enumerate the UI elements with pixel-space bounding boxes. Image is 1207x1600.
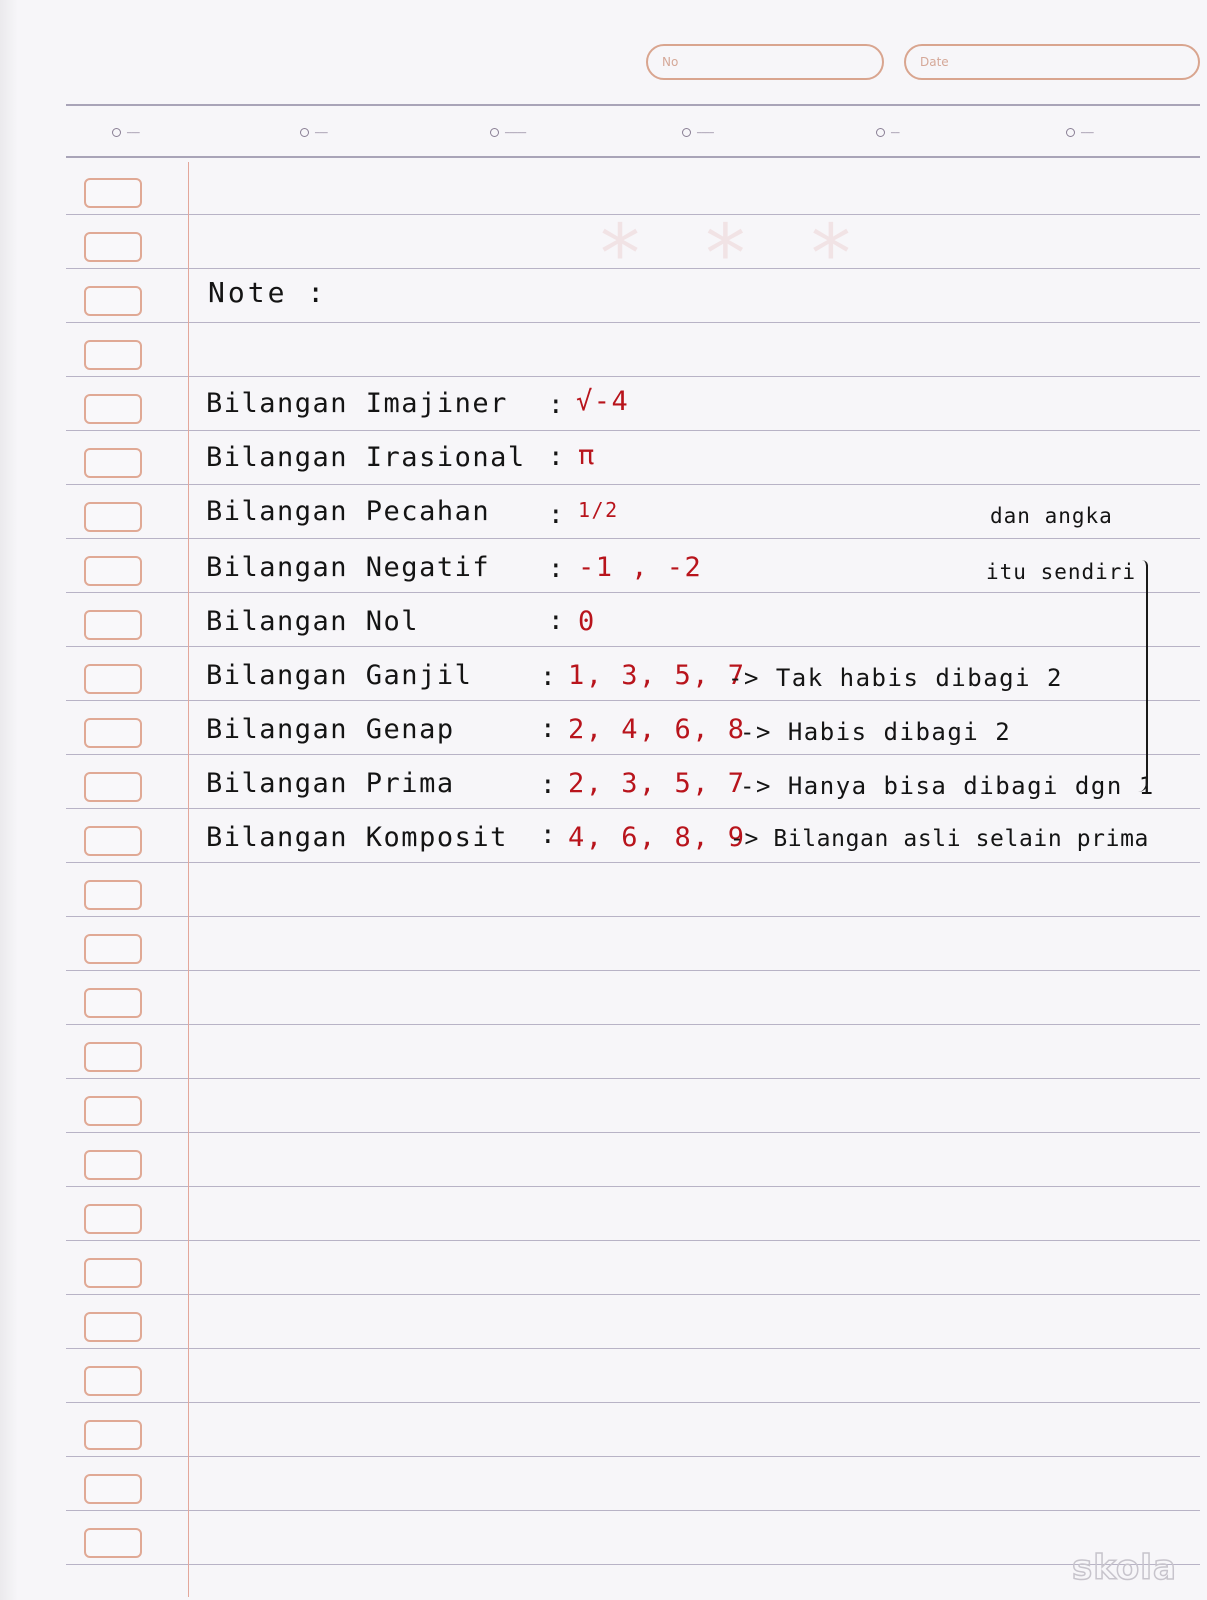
- bracket: [1128, 560, 1148, 792]
- ruled-line: [66, 104, 1200, 106]
- ruled-line: [66, 1294, 1200, 1295]
- side-note-line: dan angka: [990, 504, 1113, 528]
- ruled-line: [66, 916, 1200, 917]
- entry-comment: -> Habis dibagi 2: [740, 718, 1012, 746]
- entry-value: 0: [578, 606, 596, 637]
- entry-colon: :: [540, 714, 556, 744]
- checkbox[interactable]: [84, 880, 142, 910]
- entry-label: Bilangan Ganjil: [206, 660, 473, 691]
- checkbox[interactable]: [84, 1474, 142, 1504]
- checkbox[interactable]: [84, 502, 142, 532]
- ruled-line: [66, 1456, 1200, 1457]
- entry-colon: :: [548, 390, 564, 420]
- entry-label: Bilangan Irasional: [206, 442, 526, 473]
- entry-colon: :: [548, 500, 564, 530]
- ruled-line: [66, 970, 1200, 971]
- ruled-line: [66, 700, 1200, 701]
- checkbox[interactable]: [84, 1420, 142, 1450]
- bleed-through-marks: ⁎ ⁎ ⁎: [600, 182, 871, 275]
- entry-label: Bilangan Prima: [206, 768, 455, 799]
- checkbox[interactable]: [84, 772, 142, 802]
- entry-comment: -> Hanya bisa dibagi dgn 1: [740, 772, 1155, 800]
- entry-label: Bilangan Nol: [206, 606, 420, 637]
- checkbox[interactable]: [84, 232, 142, 262]
- number-field-label: No: [662, 55, 679, 69]
- ruled-line: [66, 1132, 1200, 1133]
- checkbox[interactable]: [84, 934, 142, 964]
- checkbox[interactable]: [84, 1312, 142, 1342]
- ruled-line: [66, 592, 1200, 593]
- checkbox[interactable]: [84, 1366, 142, 1396]
- ruled-line: [66, 214, 1200, 215]
- ruled-line: [66, 1240, 1200, 1241]
- watermark-logo: skola: [1072, 1548, 1177, 1588]
- checkbox[interactable]: [84, 1096, 142, 1126]
- checkbox[interactable]: [84, 1528, 142, 1558]
- weekday-marker: ━━━: [1066, 128, 1094, 137]
- entry-value: -1 , -2: [578, 552, 703, 583]
- ruled-line: [66, 808, 1200, 809]
- entry-colon: :: [540, 662, 556, 692]
- entry-colon: :: [540, 770, 556, 800]
- entry-value: √-4: [576, 386, 630, 417]
- checkbox[interactable]: [84, 286, 142, 316]
- ruled-line: [66, 268, 1200, 269]
- entry-label: Bilangan Pecahan: [206, 496, 491, 527]
- ruled-line: [66, 538, 1200, 539]
- checkbox[interactable]: [84, 178, 142, 208]
- entry-label: Bilangan Imajiner: [206, 388, 508, 419]
- entry-value: 1, 3, 5, 7: [568, 660, 746, 691]
- weekday-marker: ━━━━: [682, 128, 714, 137]
- checkbox[interactable]: [84, 610, 142, 640]
- checkbox[interactable]: [84, 340, 142, 370]
- checkbox[interactable]: [84, 718, 142, 748]
- number-field: [646, 44, 884, 80]
- ruled-line: [66, 646, 1200, 647]
- entry-value: 2, 3, 5, 7: [568, 768, 746, 799]
- entry-colon: :: [548, 442, 564, 472]
- ruled-line: [66, 862, 1200, 863]
- note-title: Note :: [208, 276, 328, 309]
- entry-label: Bilangan Negatif: [206, 552, 491, 583]
- ruled-line: [66, 1186, 1200, 1187]
- weekday-marker: ━━━: [112, 128, 140, 137]
- entry-comment: -> Tak habis dibagi 2: [728, 664, 1063, 692]
- ruled-line: [66, 1564, 1200, 1565]
- ruled-line: [66, 156, 1200, 158]
- entry-colon: :: [540, 820, 556, 850]
- checkbox[interactable]: [84, 394, 142, 424]
- ruled-line: [66, 484, 1200, 485]
- checkbox[interactable]: [84, 448, 142, 478]
- checkbox[interactable]: [84, 988, 142, 1018]
- checkbox[interactable]: [84, 1258, 142, 1288]
- ruled-line: [66, 1024, 1200, 1025]
- ruled-line: [66, 1402, 1200, 1403]
- checkbox[interactable]: [84, 1042, 142, 1072]
- checkbox[interactable]: [84, 1150, 142, 1180]
- weekday-markers: [0, 128, 1207, 158]
- ruled-line: [66, 376, 1200, 377]
- entry-value: 2, 4, 6, 8: [568, 714, 746, 745]
- entry-label: Bilangan Genap: [206, 714, 455, 745]
- entry-colon: :: [548, 554, 564, 584]
- weekday-marker: ━━━: [300, 128, 328, 137]
- side-note-line: itu sendiri: [986, 560, 1137, 584]
- checkbox[interactable]: [84, 826, 142, 856]
- entry-comment: -> Bilangan asli selain prima: [730, 826, 1149, 852]
- ruled-line: [66, 1348, 1200, 1349]
- weekday-marker: ━━━━━: [490, 128, 526, 137]
- entry-value: 4, 6, 8, 9: [568, 822, 746, 853]
- entry-label: Bilangan Komposit: [206, 822, 508, 853]
- ruled-line: [66, 754, 1200, 755]
- margin-line: [188, 162, 189, 1597]
- ruled-line: [66, 430, 1200, 431]
- entry-colon: :: [548, 606, 564, 636]
- ruled-line: [66, 1078, 1200, 1079]
- entry-value: π: [578, 440, 596, 471]
- weekday-marker: ━━: [876, 128, 899, 137]
- checkbox[interactable]: [84, 664, 142, 694]
- date-field-label: Date: [920, 55, 949, 69]
- checkbox[interactable]: [84, 556, 142, 586]
- checkbox[interactable]: [84, 1204, 142, 1234]
- ruled-line: [66, 322, 1200, 323]
- entry-value: 1/2: [578, 498, 619, 522]
- ruled-line: [66, 1510, 1200, 1511]
- date-field: [904, 44, 1200, 80]
